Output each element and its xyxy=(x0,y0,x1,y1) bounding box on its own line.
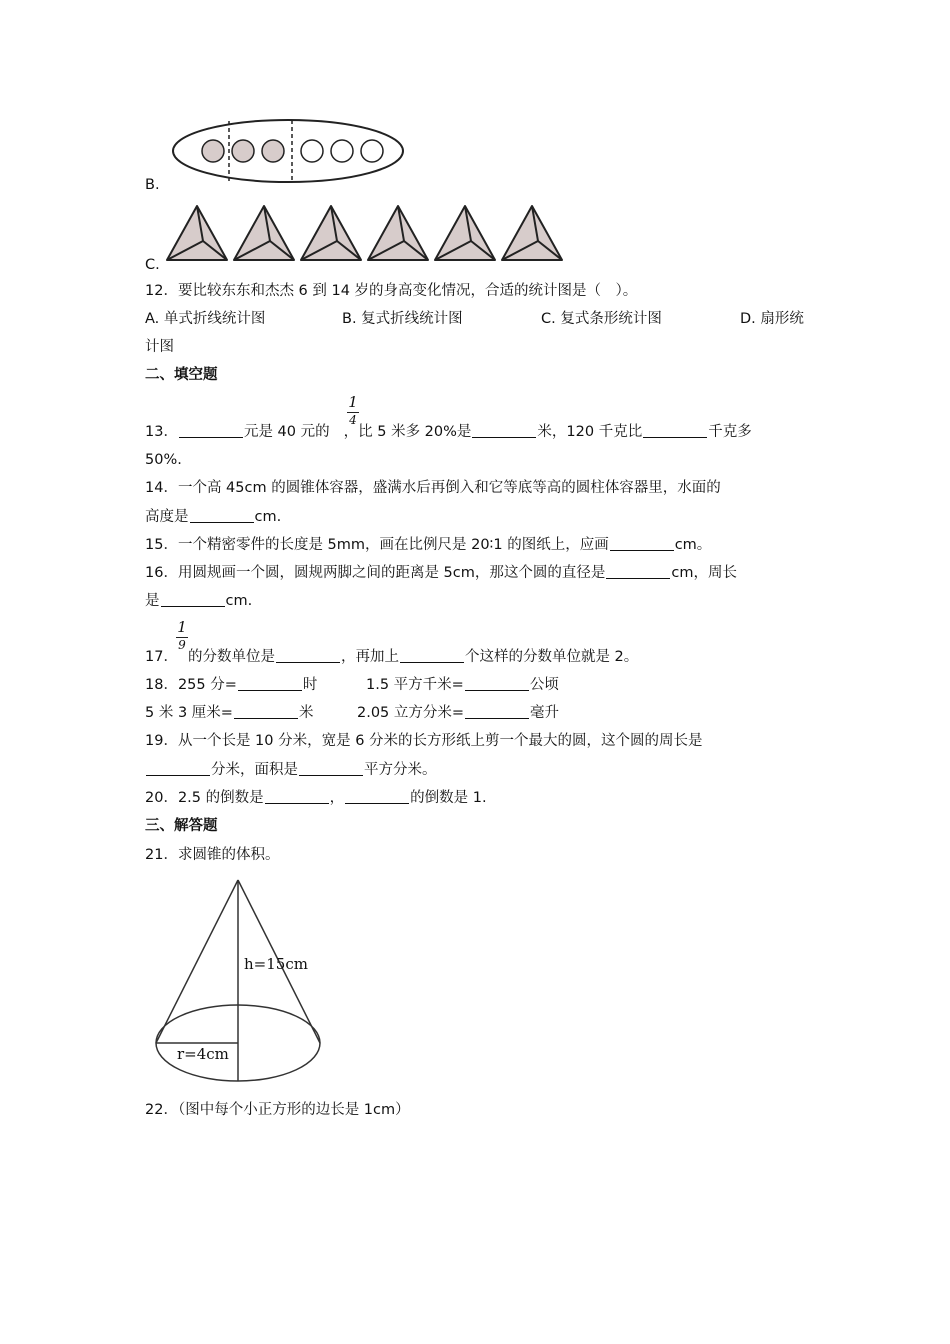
question-18-c xyxy=(145,703,313,723)
q16-line-2 xyxy=(145,591,252,611)
q16-blank-1[interactable] xyxy=(606,563,670,579)
cone-radius-label: r=4cm xyxy=(177,1045,229,1063)
figure-b-ellipse xyxy=(170,118,410,188)
q15-blank[interactable] xyxy=(610,535,674,551)
q16-part-2: cm，周长 xyxy=(671,565,737,581)
question-21: 21．求圆锥的体积。 xyxy=(145,847,280,863)
q17-fraction-numerator: 1 xyxy=(177,618,187,636)
q14-blank[interactable] xyxy=(190,507,254,523)
question-16 xyxy=(145,563,737,583)
q18-blank-d[interactable] xyxy=(465,703,529,719)
q19-blank-1[interactable] xyxy=(146,760,210,776)
question-15 xyxy=(145,535,711,555)
q13-part-4: 千克多 xyxy=(708,424,752,440)
pyramid-shape xyxy=(502,206,562,260)
q18-c-part-2: 米 xyxy=(298,705,314,721)
q18-blank-c[interactable] xyxy=(234,703,298,719)
q12-option-a: A. 单式折线统计图 xyxy=(145,311,266,327)
question-18-b xyxy=(366,675,559,695)
empty-circle xyxy=(331,140,353,162)
pyramid-shape xyxy=(435,206,495,260)
q20-blank-2[interactable] xyxy=(345,788,409,804)
q17-part-3: 个这样的分数单位就是 2。 xyxy=(464,649,639,665)
question-18-d xyxy=(357,703,559,723)
q14-part-1: 高度是 xyxy=(145,509,189,525)
question-22: 22．（图中每个小正方形的边长是 1cm） xyxy=(145,1102,410,1118)
shaded-circle xyxy=(232,140,254,162)
question-18-a xyxy=(145,675,317,695)
question-19: 19．从一个长是 10 分米，宽是 6 分米的长方形纸上剪一个最大的圆，这个圆的周长是 xyxy=(145,733,703,749)
q14-part-2: cm. xyxy=(254,509,282,525)
q18-b-part-2: 公顷 xyxy=(529,677,559,693)
q18-a-part-1: 18．255 分= xyxy=(145,677,237,693)
q20-blank-1[interactable] xyxy=(265,788,329,804)
q19-part-1: 分米，面积是 xyxy=(211,762,298,778)
q18-d-part-1: 2.05 立方分米= xyxy=(357,705,465,721)
q14-line-2 xyxy=(145,507,281,527)
q18-d-part-2: 毫升 xyxy=(530,705,560,721)
section-3-heading: 三、解答题 xyxy=(145,818,218,834)
q13-blank-2[interactable] xyxy=(472,422,536,438)
q13-part-1: 元是 40 元的 xyxy=(243,424,330,440)
q18-c-part-1: 5 米 3 厘米= xyxy=(145,705,233,721)
q13-part-3: 米，120 千克比 xyxy=(537,424,643,440)
q12-option-b: B. 复式折线统计图 xyxy=(342,311,463,327)
q16-blank-2[interactable] xyxy=(161,591,225,607)
q18-blank-a[interactable] xyxy=(238,675,302,691)
q17-part-2: ，再加上 xyxy=(340,649,399,665)
shaded-circle xyxy=(202,140,224,162)
q15-part-2: cm。 xyxy=(674,537,712,553)
cone-height-label: h=15cm xyxy=(244,955,308,973)
q13-blank-1[interactable] xyxy=(179,422,243,438)
q16-part-3: 是 xyxy=(145,593,160,609)
q19-blank-2[interactable] xyxy=(299,760,363,776)
q17-blank-2[interactable] xyxy=(400,647,464,663)
question-20 xyxy=(145,788,487,808)
question-13 xyxy=(145,422,752,442)
empty-circle xyxy=(301,140,323,162)
q18-a-part-2: 时 xyxy=(302,677,318,693)
question-14: 14．一个高 45cm 的圆锥体容器，盛满水后再倒入和它等底等高的圆柱体容器里，水面的 xyxy=(145,480,721,496)
q13-fraction-denominator: 4 xyxy=(349,413,357,427)
option-b-label: B. xyxy=(145,177,160,193)
pyramid-shape xyxy=(368,206,428,260)
empty-circle xyxy=(361,140,383,162)
pyramid-shape xyxy=(167,206,227,260)
q17-number: 17． xyxy=(145,649,178,665)
q18-b-part-1: 1.5 平方千米= xyxy=(366,677,464,693)
q20-part-1: 20．2.5 的倒数是 xyxy=(145,790,264,806)
q17-part-1: 的分数单位是 xyxy=(187,649,275,665)
q12-option-d-cont: 计图 xyxy=(145,339,174,355)
q13-fraction-numerator: 1 xyxy=(348,393,358,411)
q20-part-3: 的倒数是 1. xyxy=(410,790,487,806)
option-c-label: C. xyxy=(145,257,160,273)
q13-number: 13． xyxy=(145,424,178,440)
shaded-circle xyxy=(262,140,284,162)
q16-part-1: 16．用圆规画一个圆，圆规两脚之间的距离是 5cm，那这个圆的直径是 xyxy=(145,565,606,581)
q20-part-2: ， xyxy=(329,790,345,806)
q18-blank-b[interactable] xyxy=(465,675,529,691)
q15-part-1: 15．一个精密零件的长度是 5mm，画在比例尺是 20∶1 的图纸上，应画 xyxy=(145,537,609,553)
pyramid-shape xyxy=(301,206,361,260)
q12-option-d: D. 扇形统 xyxy=(740,311,804,327)
figure-c-pyramids xyxy=(163,203,563,263)
question-17 xyxy=(145,647,638,667)
q12-option-c: C. 复式条形统计图 xyxy=(541,311,662,327)
q17-blank-1[interactable] xyxy=(276,647,340,663)
section-2-heading: 二、填空题 xyxy=(145,367,218,383)
q16-part-4: cm. xyxy=(225,593,253,609)
q17-fraction-denominator: 9 xyxy=(178,638,186,652)
q13-blank-3[interactable] xyxy=(643,422,707,438)
q19-part-2: 平方分米。 xyxy=(364,762,437,778)
pyramid-shape xyxy=(234,206,294,260)
q13-part-2: ，比 5 米多 20%是 xyxy=(343,424,472,440)
question-12: 12．要比较东东和杰杰 6 到 14 岁的身高变化情况，合适的统计图是（ ）。 xyxy=(145,283,638,299)
q13-line-2: 50%. xyxy=(145,452,182,468)
q19-line-2 xyxy=(145,760,437,780)
